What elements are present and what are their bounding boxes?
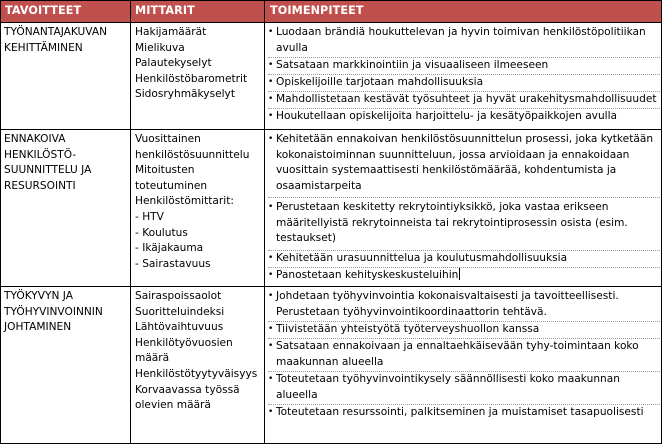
action-line: • Toteutetaan työhyvinvointikysely säännöllisesti koko maakunnan: [268, 372, 660, 388]
action-item: [268, 109, 660, 125]
action-line: osaamistarpeita: [276, 179, 362, 192]
goal-line: JOHTAMINEN: [4, 321, 72, 334]
header-metrics: MITTARIT: [135, 4, 195, 17]
metric-line: Palautekyselyt: [135, 57, 212, 70]
action-item: [268, 339, 660, 370]
action-separator: [268, 197, 660, 198]
metric-line: Henkilötyövuosien: [135, 336, 233, 349]
metric-line: Hakijamäärät: [135, 26, 207, 38]
action-line: • Satsataan markkinointiin ja visuaaliseen ilmeeseen: [268, 58, 660, 74]
action-line: • Tiivistetään yhteistyötä työterveyshuollon kanssa: [268, 322, 660, 338]
metric-line: määrä: [135, 352, 170, 365]
header-goals: TAVOITTEET: [5, 4, 82, 17]
metric-line: toteutuminen: [135, 179, 208, 192]
action-item: [268, 251, 660, 267]
row-divider-2: [0, 286, 662, 287]
metric-line: Henkilöstötyytyväisyys: [135, 367, 258, 380]
metrics-cell-2: [135, 132, 249, 272]
header-divider: [0, 22, 662, 23]
metric-line: Korvaavassa työssä: [135, 383, 240, 396]
action-line: alueella: [276, 388, 318, 401]
goal-line: TYÖHYVINVOINNIN: [4, 305, 103, 318]
goal-line: ENNAKOIVA: [4, 133, 66, 145]
table-border-bottom: [0, 443, 662, 444]
column-divider-2: [264, 0, 265, 444]
metric-line: Mielikuva: [135, 41, 185, 54]
table-border-left: [0, 0, 1, 444]
goal-cell-3: [4, 289, 103, 336]
metric-line: Vuosittainen: [135, 133, 201, 145]
goal-line: SUUNNITTELU JA: [4, 164, 92, 177]
action-item: [268, 92, 660, 108]
action-line: • Satsataan ennakoivaan ja ennaltaehkäisevään tyhy-toimintaan koko: [268, 339, 660, 355]
table-header-row: [0, 0, 662, 22]
metrics-cell-3: [135, 289, 257, 414]
action-line: • Kehitetään ennakoivan henkilöstösuunnittelun prosessi, joka kytketään: [268, 132, 660, 148]
action-line: • Kehitetään urasuunnittelua ja koulutusmahdollisuuksia: [268, 251, 660, 267]
row-divider-1: [0, 129, 662, 130]
metric-line: Henkilöstömittarit:: [135, 195, 234, 208]
action-line: • Johdetaan työhyvinvointia kokonaisvaltaisesti ja tavoitteellisesti.: [268, 289, 660, 305]
action-line: • Mahdollistetaan kestävät työsuhteet ja hyvät urakehitysmahdollisuudet: [268, 92, 660, 108]
metric-line: Henkilöstöbarometrit: [135, 72, 248, 85]
goal-line: TYÖNANTAJAKUVAN: [4, 26, 108, 38]
action-line: • Toteutetaan resurssointi, palkitseminen ja muistamiset tasapuolisesti: [268, 405, 660, 421]
metric-line: Mitoitusten: [135, 164, 195, 177]
goal-cell-1: [4, 25, 107, 56]
action-item: [268, 200, 660, 247]
metric-line: - HTV: [135, 210, 164, 223]
table-border-right: [661, 0, 662, 444]
action-line: avulla: [276, 41, 308, 54]
action-item: [268, 405, 660, 421]
action-line: • Houkutellaan opiskelijoita harjoittelu- ja kesätyöpaikkojen avulla: [268, 109, 660, 125]
action-text: Panostetaan kehityskeskusteluihin: [276, 269, 459, 281]
goal-cell-2: [4, 132, 91, 194]
action-line: vuosittain systemaattisesti henkilöstömäärää, kohdentumista ja: [276, 164, 617, 177]
action-line: Perustetaan työhyvinvointikoordinaattorin tehtävä.: [276, 305, 547, 318]
metric-line: henkilöstösuunnittelu: [135, 148, 250, 161]
column-divider-1: [130, 0, 131, 444]
goal-line: KEHITTÄMINEN: [4, 41, 83, 54]
action-item: [268, 58, 660, 74]
goal-line: RESURSOINTI: [4, 179, 76, 192]
metric-line: Sidosryhmäkyselyt: [135, 88, 235, 101]
action-item: [268, 289, 660, 320]
goal-line: HENKILÖSTÖ-: [4, 148, 77, 161]
action-line: maakunnan alueella: [276, 355, 384, 368]
table-border-top: [0, 0, 662, 1]
action-line: kokonaistoiminnan suunnitteluun, jossa arvioidaan ja ennakoidaan: [276, 148, 630, 161]
action-line[interactable]: [268, 268, 660, 284]
action-line: määritellyistä rekrytoinneista tai rekrytointiprosessin osista (esim.: [276, 216, 628, 229]
metric-line: - Koulutus: [135, 226, 188, 239]
action-line: • Luodaan brändiä houkuttelevan ja hyvin toimivan henkilöstöpolitiikan: [268, 25, 660, 41]
metric-line: - Sairastavuus: [135, 257, 211, 270]
action-item: [268, 268, 660, 284]
action-item: [268, 132, 660, 194]
metric-line: olevien määrä: [135, 399, 211, 412]
action-item: [268, 25, 660, 56]
goal-line: TYÖKYVYN JA: [4, 290, 73, 302]
action-item: [268, 372, 660, 403]
action-item: [268, 322, 660, 338]
action-line: • Perustetaan keskitetty rekrytointiyksikkö, joka vastaa erikseen: [268, 200, 660, 216]
action-item: [268, 75, 660, 91]
action-line: testaukset): [276, 232, 337, 245]
action-line: • Opiskelijoille tarjotaan mahdollisuuksia: [268, 75, 660, 91]
text-cursor: [459, 268, 460, 280]
metric-line: - Ikäjakauma: [135, 242, 204, 255]
metric-line: Lähtövaihtuvuus: [135, 321, 224, 334]
metric-line: Sairaspoissaolot: [135, 290, 222, 302]
header-actions: TOIMENPITEET: [270, 4, 364, 17]
metric-line: Suoritteluindeksi: [135, 305, 225, 318]
metrics-cell-1: [135, 25, 247, 103]
